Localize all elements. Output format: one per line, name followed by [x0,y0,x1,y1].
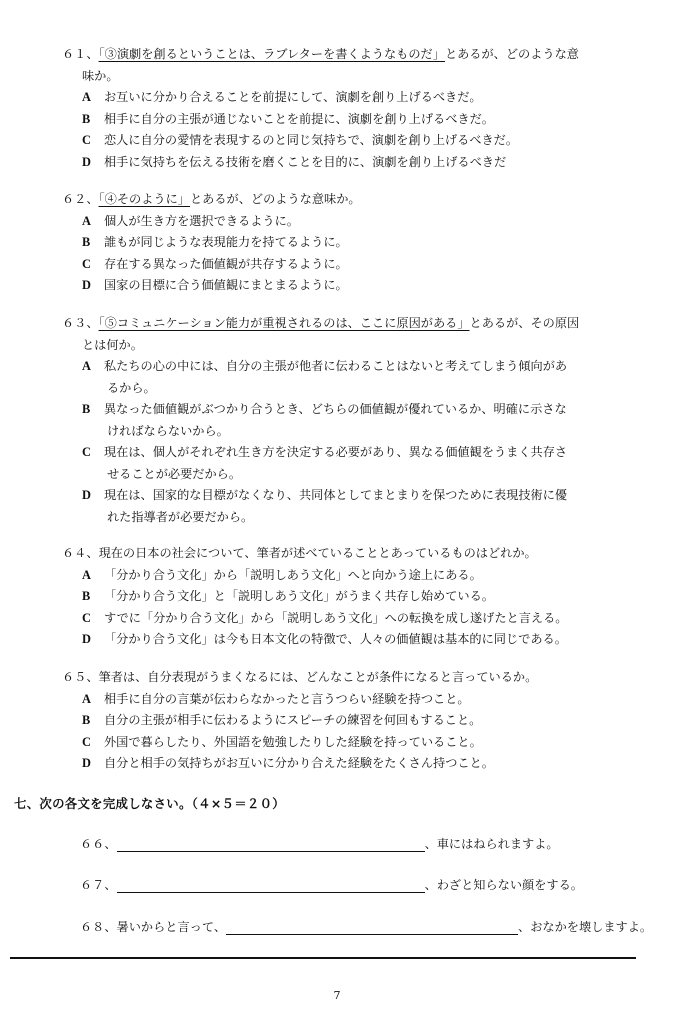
stem-text: とあるが、その原因 [469,316,580,330]
fill-suffix: 、車にはねられますよ。 [424,837,559,851]
option-a[interactable] [62,211,642,233]
option-letter: A [82,359,91,373]
option-letter: D [82,632,91,646]
question-stem [62,667,642,689]
option-letter: A [82,90,91,104]
option-a[interactable] [62,565,642,587]
fill-prefix: ６６、 [80,837,117,851]
option-b[interactable] [62,109,642,131]
option-letter: D [82,756,91,770]
question-63 [62,313,642,528]
option-text: 自分の主張が相手に伝わるようにスピーチの練習を何回もすること。 [104,713,482,727]
fill-item-68 [80,918,652,935]
option-text: 相手に気持ちを伝える技術を磨くことを目的に、演劇を創り上げるべきだ [104,154,507,169]
option-text: 国家の目標に合う価値観にまとまるように。 [104,278,348,292]
question-64 [62,543,642,651]
stem-continuation: 味か。 [82,68,119,83]
stem-text: 筆者は、自分表現がうまくなるには、どんなことが条件になると言っているか。 [98,670,538,684]
option-letter: D [82,278,91,292]
option-text: すでに「分かり合う文化」から「説明しあう文化」への転換を成し遂げたと言える。 [104,610,568,625]
answer-blank[interactable] [117,837,425,852]
option-letter: C [82,610,91,625]
option-c[interactable] [62,442,642,485]
option-a[interactable] [62,689,642,711]
fill-item-67 [80,876,583,893]
question-number: ６４、 [62,546,99,560]
question-stem [62,189,642,211]
question-61 [62,44,642,173]
stem-continuation: とは何か。 [82,337,143,352]
option-text-continued: せることが必要だから。 [107,466,242,481]
option-letter: A [82,691,91,706]
option-d[interactable] [62,753,642,775]
option-letter: A [82,567,91,582]
option-letter: D [82,488,91,502]
question-stem [62,44,642,66]
question-number: ６１、 [62,47,99,61]
option-text: 個人が生き方を選択できるように。 [104,213,299,228]
option-b[interactable] [62,399,642,442]
option-letter: C [82,133,91,147]
option-text: 誰もが同じような表現能力を持てるように。 [104,235,348,249]
section-title: 七、次の各文を完成しなさい。（４×５＝２０） [14,796,285,811]
footer-divider [10,957,636,959]
option-text: 相手に自分の言葉が伝わらなかったと言うつらい経験を持つこと。 [104,691,470,706]
option-d[interactable] [62,485,642,528]
quoted-phrase: 「③演劇を創るということは、ラブレターを書くようなものだ」 [98,47,445,61]
option-letter: B [82,235,91,249]
option-letter: D [82,154,91,169]
option-text-continued: ければならないから。 [107,423,229,438]
option-c[interactable] [62,130,642,152]
option-text: 異なった価値観がぶつかり合うとき、どちらの価値観が優れているか、明確に示さな [104,402,567,416]
option-letter: B [82,589,91,603]
option-text: 外国で暮らしたり、外国語を勉強したりした経験を持っていること。 [104,734,482,749]
question-number: ６２、 [62,192,99,206]
question-65 [62,667,642,775]
option-a[interactable] [62,87,642,109]
option-letter: C [82,445,91,459]
option-text-continued: れた指導者が必要だから。 [107,509,254,524]
quoted-phrase: 「④そのように」 [98,192,190,206]
question-62 [62,189,642,297]
option-b[interactable] [62,586,642,608]
option-text: 現在は、国家的な目標がなくなり、共同体としてまとまりを保つために表現技術に優 [104,488,568,502]
option-text: 「分かり合う文化」から「説明しあう文化」へと向かう途上にある。 [104,567,482,582]
answer-blank[interactable] [226,920,518,935]
stem-text: 現在の日本の社会について、筆者が述べていることとあっているものはどれか。 [98,546,537,560]
option-d[interactable] [62,275,642,297]
quoted-phrase: 「⑤コミュニケーション能力が重視されるのは、ここに原因がある」 [98,316,470,330]
option-text: 自分と相手の気持ちがお互いに分かり合えた経験をたくさん持つこと。 [104,756,494,770]
answer-blank[interactable] [117,878,425,893]
page-number: 7 [333,989,341,1002]
option-text: 相手に自分の主張が通じないことを前提に、演劇を創り上げるべきだ。 [104,111,494,126]
fill-suffix: 、わざと知らない顔をする。 [424,878,583,892]
question-number: ６５、 [62,670,99,684]
fill-suffix: 、おなかを壊しますよ。 [518,920,653,934]
option-text: 「分かり合う文化」と「説明しあう文化」がうまく共存し始めている。 [104,589,494,603]
question-stem [62,543,642,565]
question-number: ６３、 [62,316,99,330]
fill-item-66 [80,835,559,852]
option-text: 「分かり合う文化」は今も日本文化の特徴で、人々の価値観は基本的に同じである。 [104,632,567,646]
option-letter: C [82,734,91,749]
fill-prefix: ６８、暑いからと言って、 [80,920,227,934]
option-text: お互いに分かり合えることを前提にして、演劇を創り上げるべきだ。 [104,90,482,104]
option-d[interactable] [62,629,642,651]
option-letter: B [82,111,91,126]
option-letter: C [82,256,91,271]
option-d[interactable] [62,152,642,174]
option-letter: B [82,402,91,416]
option-letter: A [82,213,91,228]
option-text-continued: るから。 [107,380,156,395]
fill-prefix: ６７、 [80,878,117,892]
option-text: 恋人に自分の愛情を表現するのと同じ気持ちで、演劇を創り上げるべきだ。 [104,133,519,147]
option-text: 存在する異なった価値観が共存するように。 [104,256,348,271]
stem-text: とあるが、どのような意 [444,47,579,61]
option-c[interactable] [62,732,642,754]
option-text: 現在は、個人がそれぞれ生き方を決定する必要があり、異なる価値観をうまく共存さ [104,445,568,459]
stem-text: とあるが、どのような意味か。 [189,192,361,206]
option-c[interactable] [62,254,642,276]
option-letter: B [82,713,91,727]
option-b[interactable] [62,710,642,732]
option-a[interactable] [62,356,642,399]
option-c[interactable] [62,608,642,630]
option-text: 私たちの心の中には、自分の主張が他者に伝わることはないと考えてしまう傾向があ [104,359,568,373]
option-b[interactable] [62,232,642,254]
question-stem [62,313,642,335]
